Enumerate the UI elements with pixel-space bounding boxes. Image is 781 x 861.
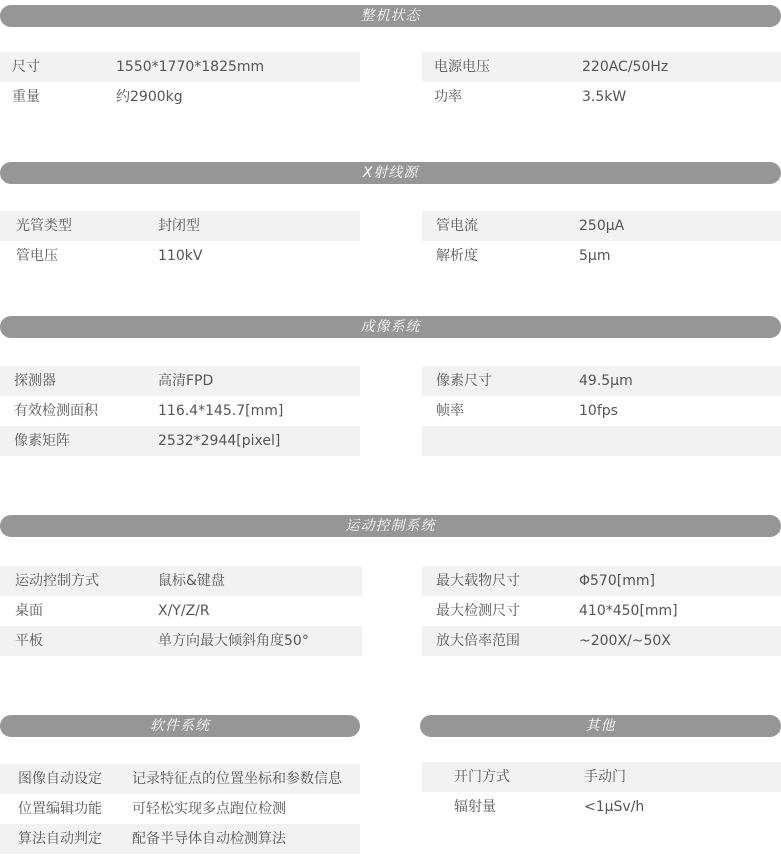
table-row	[422, 366, 781, 396]
spec-value: 220AC/50Hz	[582, 59, 669, 75]
spec-key: 帧率	[436, 403, 464, 419]
table-row	[0, 396, 360, 426]
table-row	[0, 52, 360, 82]
table-row	[422, 396, 781, 426]
table-row	[422, 566, 781, 596]
table-machine-right	[422, 52, 781, 112]
spec-value: 手动门	[584, 769, 626, 785]
spec-value: 单方向最大倾斜角度50°	[158, 633, 309, 649]
table-row	[0, 596, 362, 626]
table-row	[0, 211, 360, 241]
spec-key: 算法自动判定	[18, 831, 102, 847]
spec-value: 高清FPD	[158, 373, 214, 389]
table-row	[0, 241, 360, 271]
section-title-other: 其他	[585, 718, 616, 734]
spec-value: ~200X/~50X	[579, 633, 671, 649]
section-bar-other	[420, 715, 781, 737]
table-row	[0, 426, 360, 456]
spec-key: 平板	[15, 633, 43, 649]
section-bar-software	[0, 715, 360, 737]
spec-value: 5μm	[579, 248, 611, 264]
table-machine-left	[0, 52, 360, 112]
spec-value: 封闭型	[158, 218, 200, 234]
spec-value: 116.4*145.7[mm]	[158, 403, 284, 419]
table-row	[422, 626, 781, 656]
spec-key: 功率	[434, 89, 462, 105]
table-row	[0, 366, 360, 396]
spec-key: 电源电压	[434, 59, 490, 75]
spec-value: <1μSv/h	[584, 799, 645, 815]
table-motion-right	[422, 566, 781, 656]
spec-value: 2532*2944[pixel]	[158, 433, 281, 449]
table-row	[422, 82, 781, 112]
spec-key: 图像自动设定	[18, 771, 102, 787]
spec-value: Φ570[mm]	[579, 573, 655, 589]
spec-value: 250μA	[579, 218, 625, 234]
spec-value: 110kV	[158, 248, 203, 264]
table-row	[0, 824, 360, 854]
spec-key: 最大载物尺寸	[436, 573, 520, 589]
spec-key: 像素尺寸	[436, 373, 492, 389]
table-row	[422, 762, 781, 792]
table-imaging-left	[0, 366, 360, 456]
spec-value: X/Y/Z/R	[158, 603, 210, 619]
table-xray-right	[422, 211, 781, 271]
spec-value: 49.5μm	[579, 373, 633, 389]
table-row	[422, 52, 781, 82]
spec-value: 记录特征点的位置坐标和参数信息	[132, 771, 342, 787]
table-xray-left	[0, 211, 360, 271]
section-title-software: 软件系统	[150, 718, 210, 734]
section-bar-imaging	[0, 316, 781, 338]
spec-key: 放大倍率范围	[436, 633, 520, 649]
table-software	[0, 764, 360, 854]
spec-key: 开门方式	[454, 769, 510, 785]
spec-value: 鼠标&键盘	[158, 573, 225, 589]
spec-key: 管电流	[436, 218, 478, 234]
table-row	[0, 626, 362, 656]
spec-value: 配备半导体自动检测算法	[132, 831, 286, 847]
table-row	[422, 426, 781, 456]
section-title-xray: X射线源	[362, 165, 419, 181]
table-row	[0, 794, 360, 824]
section-title-imaging: 成像系统	[360, 319, 421, 335]
section-bar-motion	[0, 515, 781, 537]
spec-key: 尺寸	[12, 59, 40, 75]
section-title-motion: 运动控制系统	[345, 518, 436, 534]
section-bar-machine	[0, 5, 781, 27]
table-row	[422, 596, 781, 626]
section-title-machine: 整机状态	[360, 8, 421, 24]
spec-key: 像素矩阵	[14, 433, 70, 449]
spec-value: 410*450[mm]	[579, 603, 678, 619]
spec-value: 1550*1770*1825mm	[116, 59, 265, 75]
table-row	[0, 566, 362, 596]
table-imaging-right	[422, 366, 781, 456]
spec-key: 桌面	[15, 603, 43, 619]
spec-key: 光管类型	[16, 218, 72, 234]
spec-key: 最大检测尺寸	[436, 603, 520, 619]
spec-value: 10fps	[579, 403, 618, 419]
table-row	[422, 211, 781, 241]
spec-key: 解析度	[436, 248, 478, 264]
spec-value: 可轻松实现多点跑位检测	[132, 801, 286, 817]
table-other	[422, 762, 781, 822]
spec-key: 运动控制方式	[15, 573, 99, 589]
table-row	[0, 82, 360, 112]
spec-value: 3.5kW	[582, 89, 627, 105]
spec-key: 辐射量	[454, 799, 496, 815]
spec-key: 有效检测面积	[14, 403, 98, 419]
table-row	[0, 764, 360, 794]
spec-key: 重量	[12, 89, 40, 105]
spec-value: 约2900kg	[116, 89, 183, 105]
table-motion-left	[0, 566, 362, 656]
table-row	[422, 792, 781, 822]
spec-key: 位置编辑功能	[18, 801, 102, 817]
spec-key: 探测器	[14, 373, 56, 389]
section-bar-xray	[0, 162, 781, 184]
spec-key: 管电压	[16, 248, 58, 264]
table-row	[422, 241, 781, 271]
